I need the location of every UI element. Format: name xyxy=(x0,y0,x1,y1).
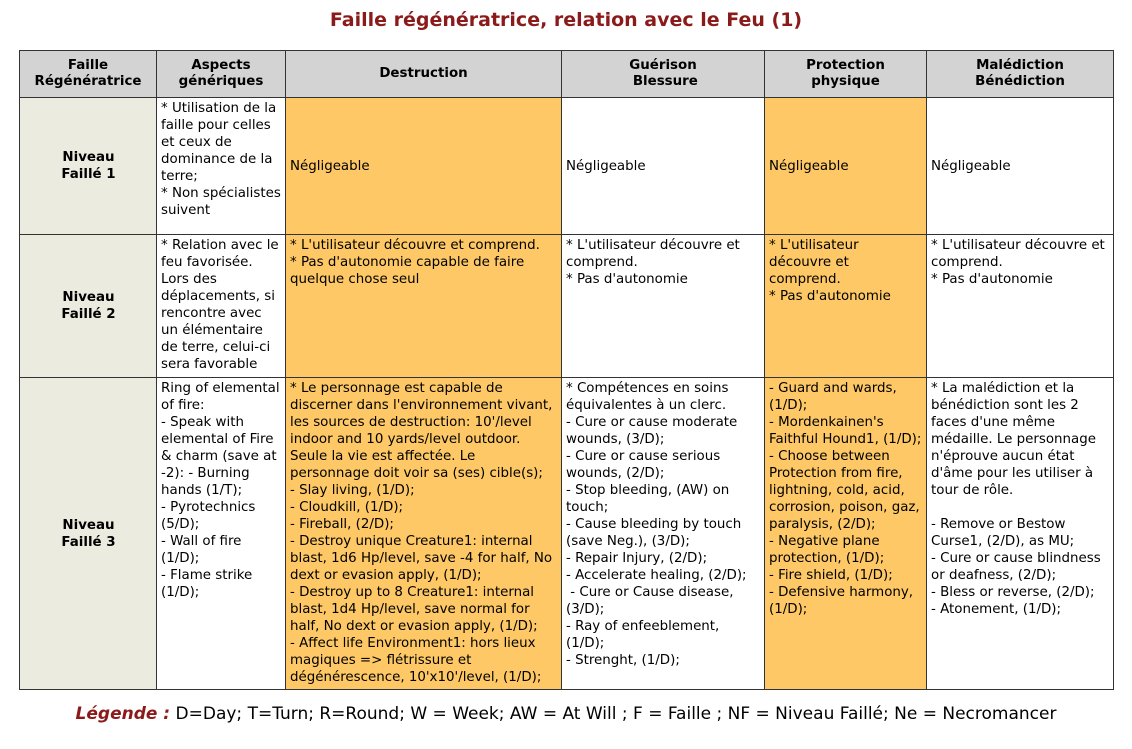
header-malediction: Malédiction Bénédiction xyxy=(927,51,1114,98)
table-row xyxy=(20,235,1114,378)
page-title: Faille régénératrice, relation avec le Feu (1) xyxy=(329,9,803,31)
table-row xyxy=(20,378,1114,690)
level-cell: Niveau Faillé 2 xyxy=(20,235,157,378)
protection-cell: Négligeable xyxy=(765,98,927,235)
malediction-cell: * L'utilisateur découvre et comprend. * Pas d'autonomie xyxy=(927,235,1114,378)
level-cell: Niveau Faillé 3 xyxy=(20,378,157,690)
header-destruction: Destruction xyxy=(286,51,562,98)
malediction-cell: * La malédiction et la bénédiction sont les 2 faces d'une même médaille. Le personnage n'éprouve aucun état d'âme pour les utiliser à tour de rôle. - Remove or Bestow Curse1, (2/D), as MU; - Cure or cause blindness or deafness, (2/D); - Bless or reverse, (2/D); - Atonement, (1/D); xyxy=(927,378,1114,690)
aspects-cell: * Utilisation de la faille pour celles et ceux de dominance de la terre; * Non spécialistes suivent xyxy=(157,98,286,235)
header-row xyxy=(20,51,1114,98)
aspects-cell: * Relation avec le feu favorisée. Lors des déplacements, si rencontre avec un élémentaire de terre, celui-ci sera favorable xyxy=(157,235,286,378)
table-row xyxy=(20,98,1114,235)
protection-cell: * L'utilisateur découvre et comprend. * Pas d'autonomie xyxy=(765,235,927,378)
aspects-cell: Ring of elemental of fire: - Speak with elemental of Fire & charm (save at -2): - Burning hands (1/T); - Pyrotechnics (5/D); - Wall of fire (1/D); - Flame strike (1/D); xyxy=(157,378,286,690)
header-faille: Faille Régénératrice xyxy=(20,51,157,98)
malediction-cell: Négligeable xyxy=(927,98,1114,235)
header-aspects: Aspects génériques xyxy=(157,51,286,98)
legend xyxy=(0,704,1132,724)
guerison-cell: * Compétences en soins équivalentes à un clerc. - Cure or cause moderate wounds, (3/D); - Cure or cause serious wounds, (2/D); - Stop bleeding, (AW) on touch; - Cause bleeding by touch (save Neg.), (3/D); - Repair Injury, (2/D); - Accelerate healing, (2/D); - Cure or Cause disease, (3/D); - Ray of enfeeblement, (1/D); - Strenght, (1/D); xyxy=(562,378,765,690)
header-guerison: Guérison Blessure xyxy=(562,51,765,98)
faille-table xyxy=(19,50,1114,690)
legend-text: D=Day; T=Turn; R=Round; W = Week; AW = At Will ; F = Faille ; NF = Niveau Faillé; Ne = Necromancer xyxy=(170,704,1057,724)
protection-cell: - Guard and wards, (1/D); - Mordenkainen's Faithful Hound1, (1/D); - Choose between Protection from fire, lightning, cold, acid, corrosion, poison, gaz, paralysis, (2/D); - Negative plane protection, (1/D); - Fire shield, (1/D); - Defensive harmony, (1/D); xyxy=(765,378,927,690)
destruction-cell: Négligeable xyxy=(286,98,562,235)
destruction-cell: * L'utilisateur découvre et comprend. * Pas d'autonomie capable de faire quelque chose seul xyxy=(286,235,562,378)
destruction-cell: * Le personnage est capable de discerner dans l'environnement vivant, les sources de destruction: 10'/level indoor and 10 yards/level outdoor. Seule la vie est affectée. Le personnage doit voir sa (ses) cible(s); - Slay living, (1/D); - Cloudkill, (1/D); - Fireball, (2/D); - Destroy unique Creature1: internal blast, 1d6 Hp/level, save -4 for half, No dext or evasion apply, (1/D); - Destroy up to 8 Creature1: internal blast, 1d4 Hp/level, save normal for half, No dext or evasion apply, (1/D); - Affect life Environment1: hors lieux magiques => flétrissure et dégénérescence, 10'x10'/level, (1/D); xyxy=(286,378,562,690)
header-protection: Protection physique xyxy=(765,51,927,98)
legend-label: Légende : xyxy=(75,704,171,724)
guerison-cell: Négligeable xyxy=(562,98,765,235)
level-cell: Niveau Faillé 1 xyxy=(20,98,157,235)
guerison-cell: * L'utilisateur découvre et comprend. * Pas d'autonomie xyxy=(562,235,765,378)
